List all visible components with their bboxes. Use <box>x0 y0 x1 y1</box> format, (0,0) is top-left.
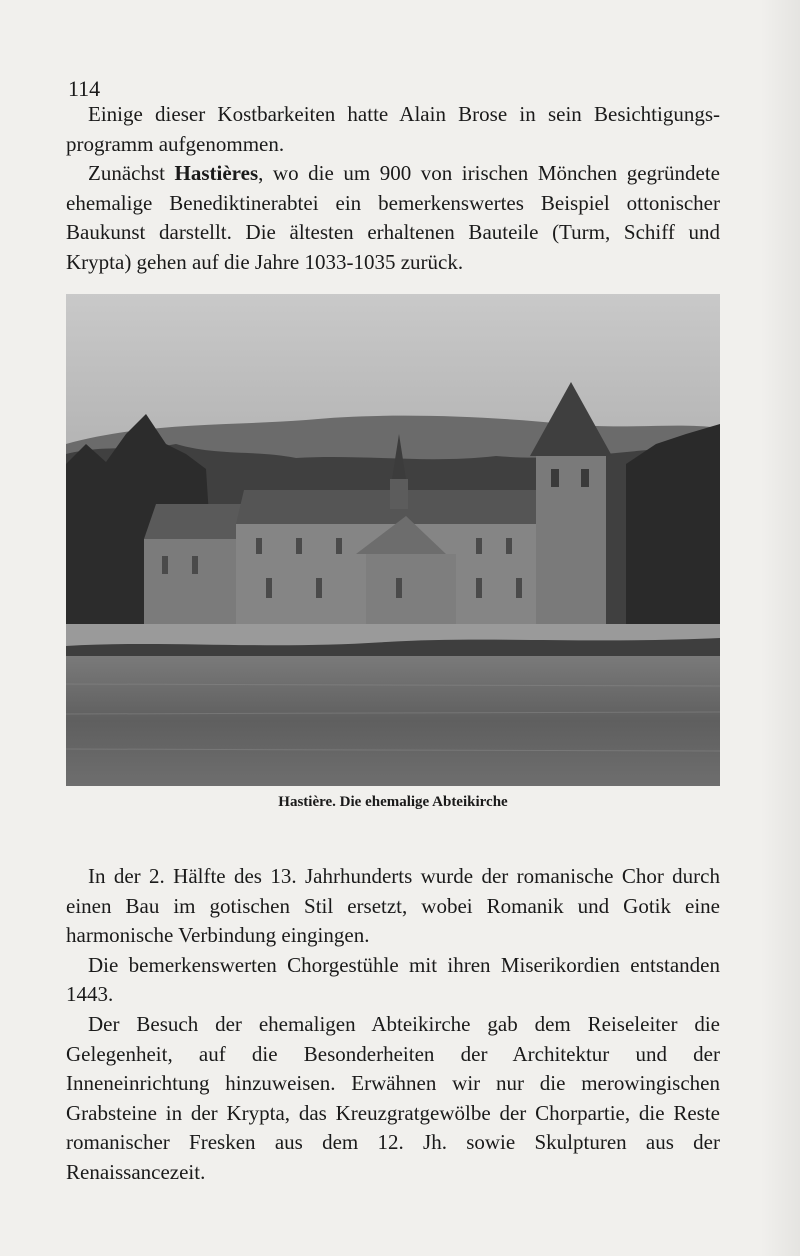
abbey-church-photo <box>66 294 720 786</box>
paragraph-gothic-choir: In der 2. Hälfte des 13. Jahrhunderts wurde der romanische Chor durch einen Bau im gotischen Stil ersetzt, wobei Romanik und Gotik eine harmonische Verbindung eingingen. <box>66 864 720 948</box>
paragraph-intro: Einige dieser Kostbarkeiten hatte Alain Brose in sein Besichtigungs-programm aufgenommen. <box>66 102 720 156</box>
paragraph-hastieres <box>66 159 720 277</box>
page-edge-shade <box>760 0 800 1256</box>
place-name-hastieres: Hastières <box>174 161 259 186</box>
paragraph-hastieres-body: , wo die um 900 von irischen Mönchen gegründete ehemalige Benediktinerabtei ein bemerkenswertes Beispiel ottonischer Baukunst darstellt. Die ältesten erhaltenen Bauteile (Turm, Schiff und Krypta) gehen auf die Jahre 1033-1035 zurück. <box>66 161 720 274</box>
paragraph-visit: Der Besuch der ehemaligen Abteikirche gab dem Reiseleiter die Gelegenheit, auf die Besonderheiten der Architektur und der Inneneinrichtung hinzuweisen. Erwähnen wir nur die merowingischen Grabsteine in der Krypta, das Kreuzgratgewölbe der Chorpartie, die Reste romanischer Fresken aus dem 12. Jh. sowie Skulpturen aus der Renaissancezeit. <box>66 1011 720 1184</box>
figure-caption: Hastière. Die ehemalige Abteikirche <box>278 794 508 810</box>
paragraph-hastieres-lead: Zunächst <box>88 161 175 186</box>
text-block-top <box>66 100 720 278</box>
text-block-bottom <box>66 862 720 1188</box>
paragraph-choir-stalls: Die bemerkenswerten Chorgestühle mit ihren Miserikordien entstanden 1443. <box>66 952 720 1007</box>
page-number: 114 <box>68 76 101 101</box>
